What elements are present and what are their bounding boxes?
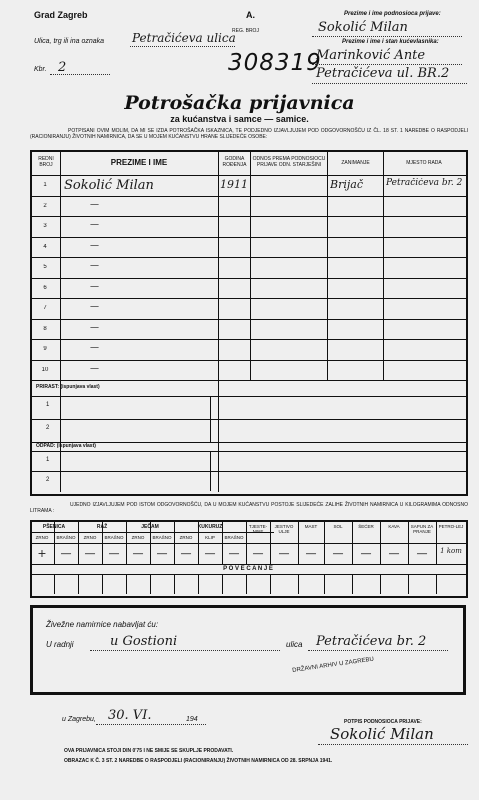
row-year: 1911 — [220, 178, 248, 191]
stock-header: JESTIVO ULJE — [274, 524, 294, 534]
stock-group-header: PŠENICA — [42, 524, 66, 530]
col-header-no: REDNI BROJ — [38, 156, 54, 168]
archive-stamp: DRŽAVNI ARHIV U ZAGREBU — [292, 656, 375, 674]
row-number: 6 — [43, 284, 47, 291]
stock-header: SAPUN ZA PRANJE — [410, 524, 434, 534]
stock-value: — — [156, 547, 168, 560]
stock-value: + — [37, 547, 47, 560]
stock-group-header: RAŽ — [96, 524, 108, 530]
col-header-job: ZANIMANJE — [341, 160, 370, 166]
street-value: Petračićeva ulica — [132, 31, 236, 45]
date-value: 30. VI. — [108, 708, 152, 723]
stock-value: 1 kom — [440, 547, 462, 555]
stock-sub-header: ZRNO — [179, 535, 193, 540]
form-subtitle: za kućanstva i samce — samice. — [170, 114, 309, 124]
odpad-label: ODPAD: (ispunjava vlast) — [36, 443, 96, 449]
owner-name: Marinković Ante — [316, 48, 426, 63]
supply-title: Živežne namirnice nabavljat ću: — [46, 620, 159, 629]
row-number: 8 — [43, 325, 47, 332]
row-name: — — [90, 343, 99, 353]
store-value: u Gostioni — [110, 634, 178, 649]
row-number: 1 — [43, 182, 47, 188]
prirast-row-2: 2 — [46, 425, 50, 431]
row-name: — — [90, 199, 99, 210]
stock-value: — — [60, 547, 72, 560]
row-number: 4 — [43, 243, 47, 250]
row-number: 10 — [41, 366, 49, 373]
price-note: OVA PRIJAVNICA STOJI DIN 0'75 I NE SMIJE SE SKUPLJE PRODAVATI. — [64, 748, 234, 754]
stock-header: ŠEĆER — [358, 524, 374, 529]
odpad-row-1: 1 — [46, 457, 50, 463]
table-row — [30, 257, 466, 278]
stock-value: — — [305, 547, 317, 560]
signature: Sokolić Milan — [330, 725, 434, 743]
stock-header: KAVA — [388, 524, 400, 529]
applicant-label: Prezime i ime podnosioca prijave: — [344, 11, 441, 17]
row-name: — — [90, 302, 99, 312]
stock-value: — — [204, 547, 216, 560]
stock-group-header: JEČAM — [141, 524, 159, 530]
col-header-relation: ODNOS PREMA PODNOSIOCU PRIJAVE ODN. STARJEŠINI — [252, 156, 326, 168]
stock-value: — — [84, 547, 96, 560]
stock-sub-header: ZRNO — [35, 535, 49, 540]
table-row — [30, 360, 466, 381]
table-row — [30, 339, 466, 360]
stock-header: PETRO-LEJ — [438, 524, 464, 529]
date-year: 194 — [186, 716, 198, 723]
stock-value: — — [228, 547, 240, 560]
form-title: Potrošačka prijavnica — [124, 92, 355, 114]
row-name: — — [90, 240, 99, 251]
stock-header: SOL — [333, 524, 343, 529]
stock-sub-header: ZRNO — [131, 535, 145, 540]
table-row — [30, 216, 466, 237]
table-row — [30, 278, 466, 299]
regulation-note: OBRAZAC K Č. 3 ST. 2 NAREDBE O RASPODJELI (RACIONIRANJU) ŽIVOTNIH NAMIRNICA OD 28. SRPNJA 1941. — [64, 758, 333, 764]
house-number-value: 2 — [58, 60, 67, 75]
supply-street-label: ulica — [286, 640, 303, 649]
row-job: Brijač — [330, 178, 363, 191]
row-name: — — [90, 322, 99, 333]
reg-number-label: REG. BROJ — [232, 28, 259, 34]
stock-header: TJESTE-NINE — [248, 524, 268, 534]
form-letter: A. — [246, 10, 255, 20]
row-number: 5 — [43, 264, 47, 270]
stock-header: MAST — [304, 524, 318, 529]
prirast-row-1: 1 — [46, 402, 50, 408]
row-work: Petračićeva br. 2 — [386, 178, 463, 188]
col-header-name: PREZIME I IME — [110, 158, 168, 167]
intro-text: POTPISANI OVIM MOLIM, DA MI SE IZDA POTROŠAČKA ISKAZNICA, TE PODJEDNO IZJAVLJUJEM POD ODGOVORNOŠĆU IZ ČL. 18 ST. 1 NAREDBE O RASPODJELI (RACIONIRANJU) ŽIVOTNIH NAMIRNICA, DA SE U MOJEM KUĆANSTVU HRANE SLIJEDEĆE OSOBE: — [30, 128, 468, 140]
stock-sub-header: BRAŠNO — [152, 535, 172, 540]
row-name: Sokolić Milan — [64, 178, 154, 193]
stock-value: — — [252, 547, 264, 560]
applicant-name: Sokolić Milan — [318, 20, 408, 35]
odpad-row-2: 2 — [46, 477, 50, 483]
house-number-label: Kbr. — [34, 66, 47, 73]
col-header-work: MJESTO RADA — [406, 160, 442, 166]
stock-group-header: KUKURUZ — [197, 524, 223, 530]
date-place: u Zagrebu, — [62, 716, 96, 723]
city-label: Grad Zagreb — [34, 10, 88, 20]
stock-value: — — [180, 547, 192, 560]
stock-text: UJEDNO IZJAVLJUJEM POD ISTOM ODGOVORNOŠĆU, DA U MOJEM KUĆANSTVU POSTOJE SLIJEDEĆE ZALIHE ŽIVOTNIH NAMIRNICA U KILOGRAMIMA ODNOSNO LITRAMA : — [30, 502, 468, 514]
row-name: — — [90, 281, 99, 292]
table-row — [30, 175, 466, 196]
stock-value: — — [108, 547, 120, 560]
table-row — [30, 298, 466, 319]
row-number: 3 — [43, 223, 47, 229]
stock-value: — — [388, 547, 400, 560]
row-number: 2 — [43, 202, 47, 209]
table-row — [30, 237, 466, 258]
stock-sub-header: BRAŠNO — [56, 535, 76, 540]
row-name: — — [90, 363, 99, 374]
table-row — [30, 196, 466, 217]
stock-sub-header: ZRNO — [83, 535, 97, 540]
store-label: U radnji — [46, 640, 74, 649]
povecanje-label: P O V E Ć A N J E — [223, 566, 273, 572]
prirast-label: PRIRAST: (ispunjava vlast) — [36, 384, 100, 390]
owner-label: Prezime i ime i stan kućevlasnika: — [342, 39, 439, 45]
street-label: Ulica, trg ili ina oznaka — [34, 38, 105, 45]
owner-address: Petračićeva ul. BR.2 — [316, 66, 450, 81]
row-number: 7 — [43, 305, 47, 311]
stock-value: — — [278, 547, 290, 560]
stock-value: — — [132, 547, 144, 560]
stock-value: — — [332, 547, 344, 560]
row-number: 9 — [43, 346, 47, 352]
col-header-year: GODINA ROĐENJA — [222, 156, 247, 168]
stock-sub-header: KLIP — [205, 535, 215, 540]
row-name: — — [90, 220, 99, 230]
row-name: — — [90, 261, 99, 271]
registration-number: 308319 — [228, 50, 322, 76]
signature-label: POTPIS PODNOSIOCA PRIJAVE: — [344, 719, 422, 725]
stock-value: — — [360, 547, 372, 560]
stock-sub-header: BRAŠNO — [224, 535, 244, 540]
stock-value: — — [416, 547, 428, 560]
stock-sub-header: BRAŠNO — [104, 535, 124, 540]
table-row — [30, 319, 466, 340]
supply-street-value: Petračićeva br. 2 — [316, 634, 427, 649]
